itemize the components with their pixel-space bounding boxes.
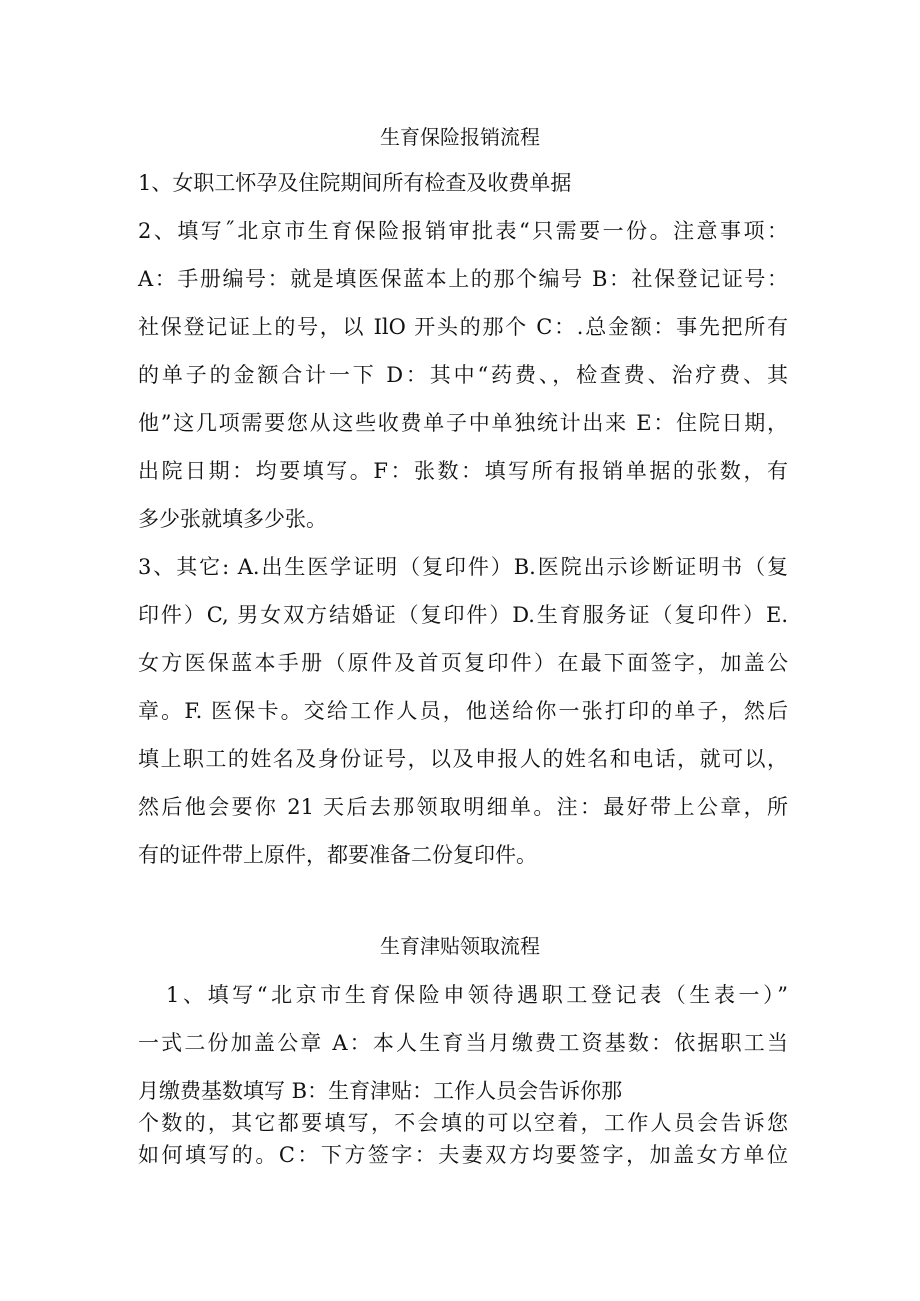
section2-line-4: 个数的，其它都要填写，不会填的可以空着，工作人员会告诉您 <box>138 1111 788 1135</box>
section1-line-3: A：手册编号：就是填医保蓝本上的那个编号 B：社保登记证号： <box>138 267 788 291</box>
section1-line-9: 3、其它: A.出生医学证明（复印件）B.医院出示诊断证明书（复 <box>138 555 788 579</box>
section1-line-2: 2、填写˝北京市生育保险报销审批表“只需要一份。注意事项： <box>138 219 788 243</box>
section1-line-13: 填上职工的姓名及身份证号，以及申报人的姓名和电话，就可以， <box>138 747 788 771</box>
section1-title: 生育保险报销流程 <box>380 125 540 149</box>
section2-line-2: 一式二份加盖公章 A：本人生育当月缴费工资基数：依据职工当 <box>138 1031 788 1055</box>
section1-line-8: 多少张就填多少张。 <box>138 507 327 531</box>
section1-line-11: 女方医保蓝本手册（原件及首页复印件）在最下面签字，加盖公 <box>138 651 788 675</box>
section1-line-5: 的单子的金额合计一下 D：其中“药费、，检查费、治疗费、其 <box>138 363 788 387</box>
section1-line-6: 他”这几项需要您从这些收费单子中单独统计出来 E：住院日期， <box>138 411 788 435</box>
section1-line-4: 社保登记证上的号，以 IlO 开头的那个 C：.总金额：事先把所有 <box>138 315 788 339</box>
section1-line-10: 印件）C, 男女双方结婚证（复印件）D.生育服务证（复印件）E. <box>138 603 788 627</box>
section1-line-15: 有的证件带上原件，都要准备二份复印件。 <box>138 843 537 867</box>
section1-line-1: 1、女职工怀孕及住院期间所有检查及收费单据 <box>138 171 572 195</box>
section2-line-5: 如何填写的。C：下方签字：夫妻双方均要签字，加盖女方单位 <box>138 1143 788 1167</box>
section1-line-14: 然后他会要你 21 天后去那领取明细单。注：最好带上公章，所 <box>138 795 788 819</box>
section2-line-1: 1、填写“北京市生育保险申领待遇职工登记表（生表一）” <box>166 983 788 1007</box>
section2-line-3: 月缴费基数填写 B：生育津贴：工作人员会告诉你那 <box>138 1079 623 1103</box>
section1-line-7: 出院日期：均要填写。F：张数：填写所有报销单据的张数，有 <box>138 459 788 483</box>
section1-line-12: 章。F. 医保卡。交给工作人员，他送给你一张打印的单子，然后 <box>138 699 788 723</box>
section2-title: 生育津贴领取流程 <box>380 934 540 958</box>
